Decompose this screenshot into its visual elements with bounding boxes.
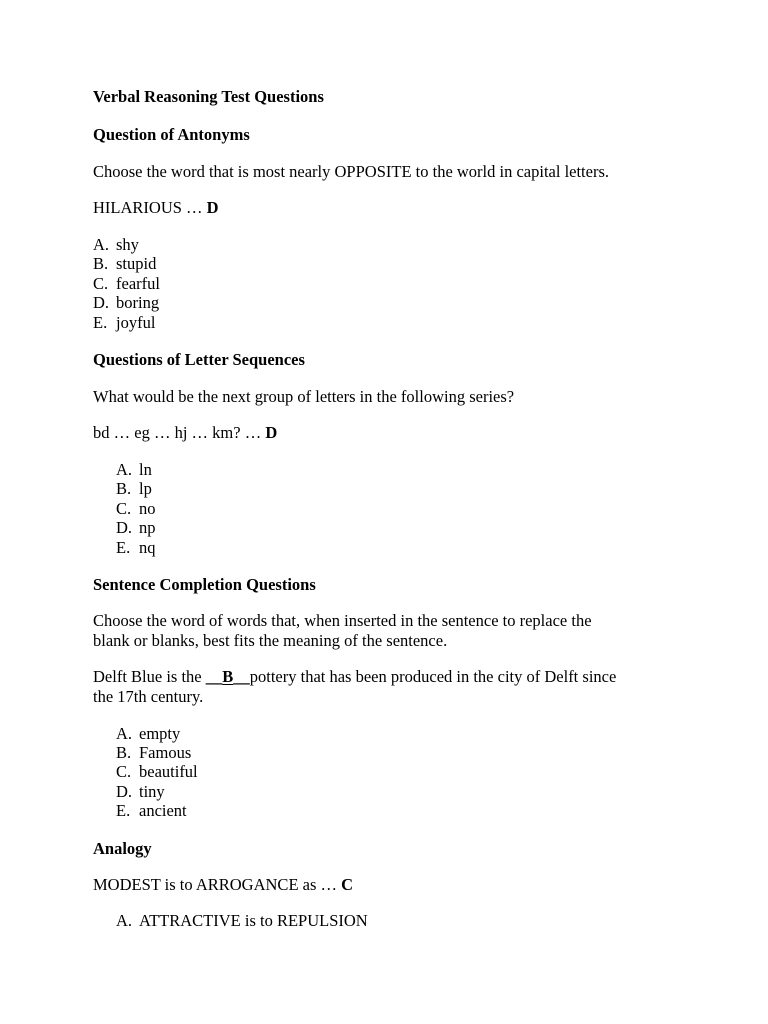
antonyms-question [93, 198, 219, 218]
option-text: shy [116, 235, 139, 254]
option-text: no [139, 499, 156, 518]
option-text: empty [139, 724, 181, 743]
analogy-option [116, 911, 368, 931]
option-text: np [139, 518, 156, 537]
analogy-answer: C [341, 875, 354, 894]
option-text: stupid [116, 254, 157, 273]
antonyms-instruction: Choose the word that is most nearly OPPOSITE to the world in capital letters. [93, 162, 610, 181]
completion-question-pre: Delft Blue is the [93, 667, 206, 686]
document-title: Verbal Reasoning Test Questions [93, 87, 324, 106]
sequences-answer: D [265, 423, 278, 442]
antonyms-option [93, 313, 155, 333]
option-label: A. [116, 911, 133, 930]
sequences-option [116, 499, 156, 519]
option-label: B. [116, 743, 132, 762]
sequences-heading: Questions of Letter Sequences [93, 350, 305, 369]
sequences-instruction: What would be the next group of letters in the following series? [93, 387, 515, 406]
sequences-question-text: bd … eg … hj … km? … [93, 423, 266, 442]
option-text: joyful [116, 313, 156, 332]
completion-heading: Sentence Completion Questions [93, 575, 316, 594]
completion-option [116, 782, 165, 802]
option-label: D. [93, 293, 110, 312]
option-text: ATTRACTIVE is to REPULSION [139, 911, 368, 930]
sequences-option [116, 479, 152, 499]
option-label: B. [116, 479, 132, 498]
analogy-question-text: MODEST is to ARROGANCE as … [93, 875, 342, 894]
completion-blank-right: __ [233, 667, 250, 686]
option-text: boring [116, 293, 160, 312]
completion-question-line2: the 17th century. [93, 687, 204, 706]
analogy-heading: Analogy [93, 839, 152, 858]
completion-answer: B [222, 667, 234, 686]
antonyms-option [93, 293, 159, 313]
sequences-option [116, 460, 152, 480]
option-text: lp [139, 479, 152, 498]
completion-instruction-line2: blank or blanks, best fits the meaning of the sentence. [93, 631, 448, 650]
antonyms-option [93, 235, 139, 255]
option-text: ancient [139, 801, 187, 820]
completion-blank-left: __ [205, 667, 223, 686]
option-label: A. [116, 724, 133, 743]
completion-option [116, 743, 191, 763]
analogy-question [93, 875, 353, 895]
option-label: C. [116, 762, 132, 781]
option-label: D. [116, 782, 133, 801]
option-label: A. [93, 235, 110, 254]
option-label: D. [116, 518, 133, 537]
completion-question [93, 667, 616, 687]
option-text: nq [139, 538, 156, 557]
option-label: C. [116, 499, 132, 518]
completion-option [116, 724, 180, 744]
option-label: E. [116, 801, 131, 820]
antonyms-answer: D [206, 198, 219, 217]
antonyms-option [93, 274, 160, 294]
option-text: ln [139, 460, 152, 479]
option-text: Famous [139, 743, 192, 762]
option-text: tiny [139, 782, 165, 801]
option-label: B. [93, 254, 109, 273]
option-label: E. [116, 538, 131, 557]
completion-option [116, 801, 187, 821]
antonyms-heading: Question of Antonyms [93, 125, 250, 144]
sequences-question [93, 423, 277, 443]
option-text: fearful [116, 274, 160, 293]
sequences-option [116, 538, 156, 558]
antonyms-question-text: HILARIOUS … [93, 198, 207, 217]
option-label: A. [116, 460, 133, 479]
sequences-option [116, 518, 156, 538]
option-label: E. [93, 313, 108, 332]
completion-option [116, 762, 198, 782]
completion-instruction-line1: Choose the word of words that, when inserted in the sentence to replace the [93, 611, 592, 630]
option-text: beautiful [139, 762, 198, 781]
completion-question-post: pottery that has been produced in the city of Delft since [249, 667, 617, 686]
antonyms-option [93, 254, 156, 274]
option-label: C. [93, 274, 109, 293]
